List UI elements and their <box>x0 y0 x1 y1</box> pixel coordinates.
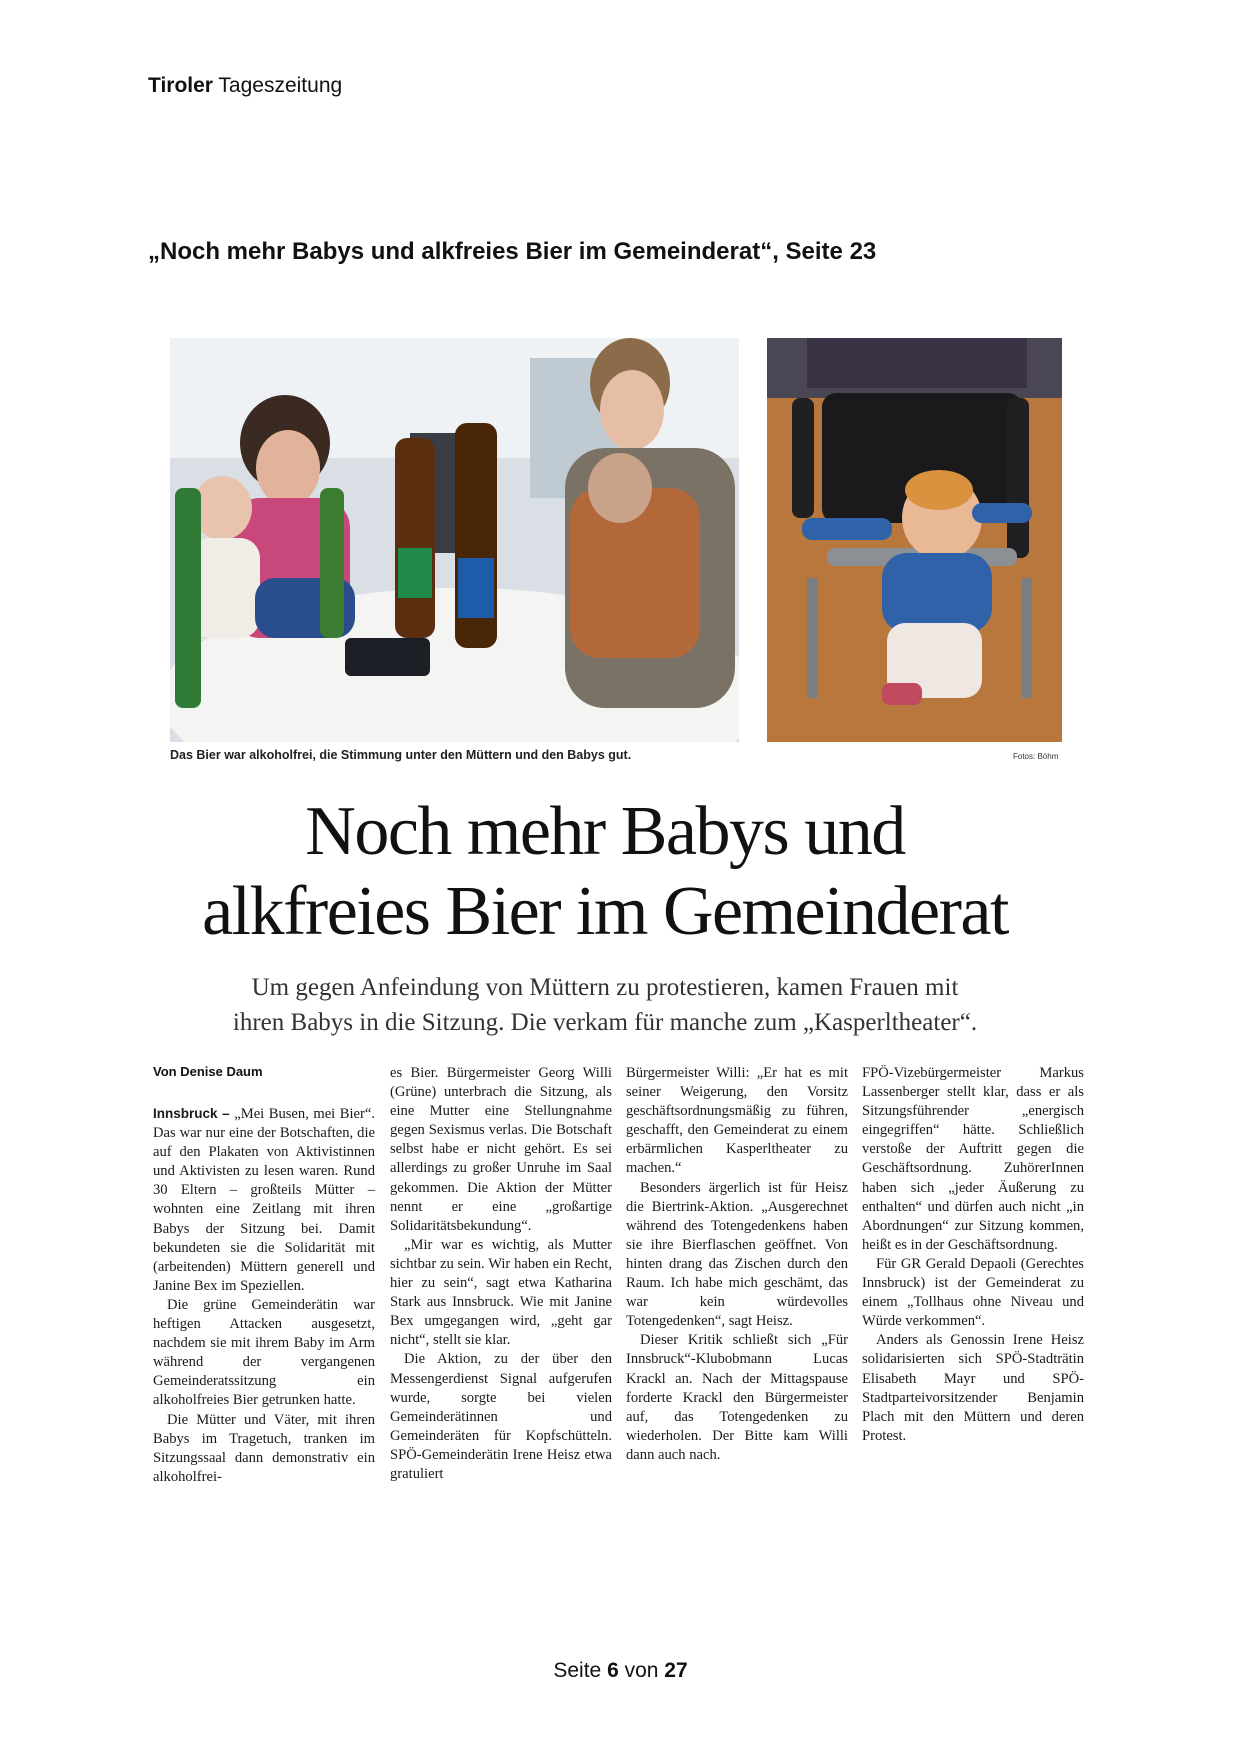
photo-credit: Fotos: Böhm <box>1013 752 1059 761</box>
article-column-3 <box>626 1064 848 1465</box>
byline: Von Denise Daum <box>153 1064 263 1079</box>
subline-line-2: ihren Babys in die Sitzung. Die verkam für manche zum „Kasperltheater“. <box>232 1009 978 1036</box>
article-subline <box>150 970 1060 1040</box>
article-column-1 <box>153 1104 375 1487</box>
photo-right <box>767 338 1062 742</box>
subline-line-1: Um gegen Anfeindung von Müttern zu protestieren, kamen Frauen mit <box>251 974 959 1001</box>
article-headline <box>150 792 1060 952</box>
publication-name <box>148 74 342 98</box>
article-column-4 <box>862 1064 1084 1446</box>
column-4-paragraph-2: Für GR Gerald Depaoli (Gerechtes Innsbruck) ist der Gemeinderat zu einem „Tollhaus ohne Niveau und Würde verkommen“. <box>862 1255 1084 1330</box>
column-1-paragraph-1-text: „Mei Busen, mei Bier“. Das war nur eine der Botschaften, die auf den Plakaten von Aktivistinnen und Aktivisten zu lesen waren. Rund 30 Eltern – großteils Mütter – wohnten eine Zeitlang mit ihren Babys der Sitzung bei. Damit bekundeten sie die Solidarität mit (arbeitenden) Müttern generell und Janine Bex im Speziellen. <box>153 1106 375 1294</box>
footer-prefix: Seite <box>553 1659 608 1682</box>
column-2-paragraph-1: es Bier. Bürgermeister Georg Willi (Grüne) unterbrach die Sitzung, als eine Mutter eine Stellungnahme gegen Sexismus verlas. Die Botschaft selbst habe er nicht gehört. Es sei allerdings zu großer Unruhe im Saal gekommen. Die Aktion der Mütter nennt er eine „großartige Solidaritätsbekundung“. <box>390 1065 612 1234</box>
column-3-paragraph-2: Besonders ärgerlich ist für Heisz die Biertrink-Aktion. „Ausgerechnet während des Totengedenkens haben sie ihre Bierflaschen geöffnet. Von hinten drang das Zischen durch den Raum. Ich habe mich geschämt, das war kein würdevolles Totengedenken“, sagt Heisz. <box>626 1179 848 1330</box>
reference-title: „Noch mehr Babys und alkfreies Bier im Gemeinderat“, Seite 23 <box>148 238 877 265</box>
column-3-paragraph-3: Dieser Kritik schließt sich „Für Innsbruck“-Klubobmann Lucas Krackl an. Nach der Mittagspause forderte Krackl den Bürgermeister auf, das Totengedenken zu wiederholen. Der Bitte kam Willi dann auch nach. <box>626 1332 848 1463</box>
column-1-paragraph-2: Die grüne Gemeinderätin war heftigen Attacken ausgesetzt, nachdem sie mit ihrem Baby im Arm während der vergangenen Gemeinderatssitzung ein alkoholfreies Bier getrunken hatte. <box>153 1296 375 1409</box>
article-column-2 <box>390 1064 612 1484</box>
footer-middle: von <box>618 1659 665 1682</box>
page-footer <box>0 1659 1241 1683</box>
column-4-paragraph-3: Anders als Genossin Irene Heisz solidarisierten sich SPÖ-Stadträtin Elisabeth Mayr und SPÖ-Stadtparteivorsitzender Benjamin Plach mit den Müttern und deren Protest. <box>862 1332 1084 1444</box>
footer-page-total: 27 <box>664 1659 688 1682</box>
photo-left-image <box>170 338 739 742</box>
footer-page-number: 6 <box>607 1659 619 1682</box>
article-photos <box>170 338 1062 742</box>
dateline: Innsbruck – <box>153 1106 235 1121</box>
column-1-paragraph-3: Die Mütter und Väter, mit ihren Babys im Tragetuch, tranken im Sitzungssaal dann demonstrativ ein alkoholfrei- <box>153 1411 375 1485</box>
column-2-paragraph-3: Die Aktion, zu der über den Messengerdienst Signal aufgerufen wurde, sorgte bei vielen Gemeinderätinnen und Gemeinderäten für Kopfschütteln. SPÖ-Gemeinderätin Irene Heisz etwa gratuliert <box>390 1351 612 1482</box>
headline-line-2: alkfreies Bier im Gemeinderat <box>202 873 1008 950</box>
photo-caption: Das Bier war alkoholfrei, die Stimmung unter den Müttern und den Babys gut. <box>170 748 632 762</box>
photo-left <box>170 338 739 742</box>
column-2-paragraph-2: „Mir war es wichtig, als Mutter sichtbar zu sein. Wir haben ein Recht, hier zu sein“, sagt etwa Katharina Stark aus Innsbruck. Wie mit Janine Bex umgegangen wird, „geht gar nicht“, stellt sie klar. <box>390 1236 612 1349</box>
publication-name-rest: Tageszeitung <box>212 74 343 97</box>
column-4-paragraph-1: FPÖ-Vizebürgermeister Markus Lassenberger stellt klar, dass er als Sitzungsführender „energisch eingegriffen“ hätte. Schließlich verstoße der Auftritt gegen die Geschäftsordnung. ZuhörerInnen haben sich „jeder Äußerung zu enthalten“ und dürfen auch nicht „in Abordnungen“ zur Sitzung kommen, heißt es in der Geschäftsordnung. <box>862 1065 1084 1253</box>
column-1-paragraph-1 <box>153 1104 375 1296</box>
headline-line-1: Noch mehr Babys und <box>305 793 905 870</box>
publication-name-bold: Tiroler <box>148 74 213 97</box>
photo-right-image <box>767 338 1062 742</box>
column-3-paragraph-1: Bürgermeister Willi: „Er hat es mit seiner Weigerung, den Vorsitz geschäftsordnungsmäßig zu führen, geschafft, den Gemeinderat zu einem erbärmlichen Kasperltheater zu machen.“ <box>626 1065 848 1177</box>
